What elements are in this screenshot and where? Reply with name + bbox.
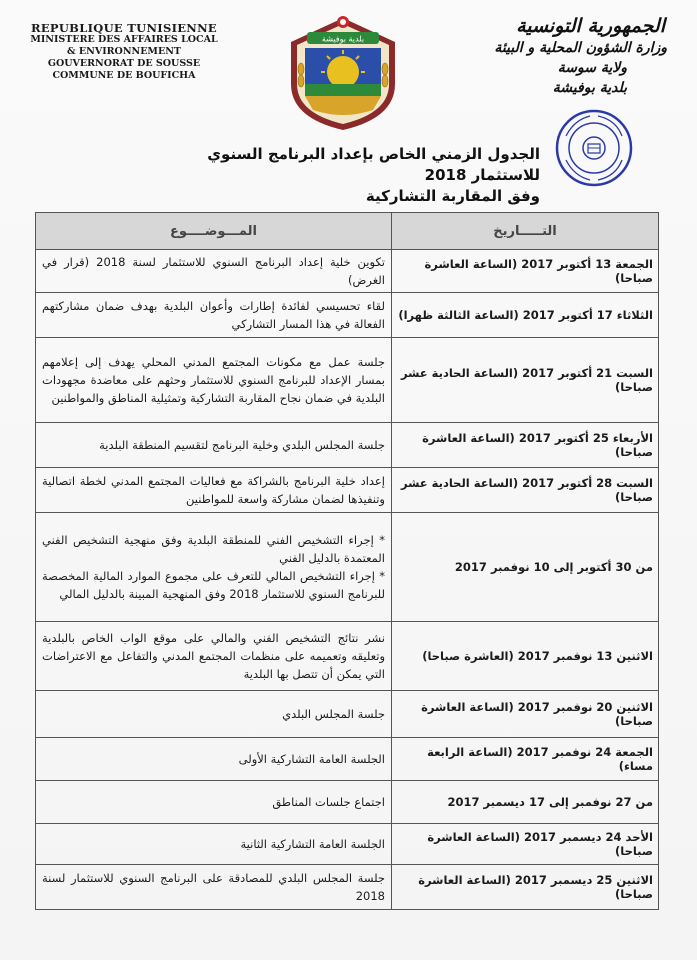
topic-paragraph: * إجراء التشخيص الفني للمنطقة البلدية وفق منهجية التشخيص الفني المعتمدة بالدليل الفني xyxy=(42,533,385,565)
table-row xyxy=(36,738,658,781)
table-row xyxy=(36,691,658,738)
table-row xyxy=(36,423,658,468)
governorate-fr: GOUVERNORAT DE SOUSSE xyxy=(47,58,201,69)
row-date: من 30 أكتوبر إلى 10 نوفمبر 2017 xyxy=(391,513,658,621)
governorate-ar: ولاية سوسة xyxy=(557,60,627,76)
table-row xyxy=(36,781,658,824)
topic-paragraph: الجلسة العامة التشاركية الثانية xyxy=(240,837,385,851)
row-date: الاثنين 20 نوفمبر 2017 (الساعة العاشرة صباحا) xyxy=(391,691,658,737)
country-name-fr: REPUBLIQUE TUNISIENNE xyxy=(30,21,217,35)
row-topic xyxy=(36,824,391,864)
title-line-1: الجدول الزمني الخاص بإعداد البرنامج السنوي للاستثمار 2018 xyxy=(207,145,540,184)
row-topic xyxy=(36,250,391,292)
ministry-name-fr: MINISTERE DES AFFAIRES LOCAL xyxy=(30,34,218,45)
title-line-2: وفق المقاربة التشاركية xyxy=(365,187,540,205)
row-topic xyxy=(36,622,391,690)
arabic-letterhead xyxy=(447,14,667,98)
topic-paragraph: لقاء تحسيسي لفائدة إطارات وأعوان البلدية بهدف ضمان مشاركتهم الفعالة في هذا المسار التشاركي xyxy=(42,299,385,331)
commune-fr: COMMUNE DE BOUFICHA xyxy=(52,70,196,81)
commune-ar: بلدية بوفيشة xyxy=(552,80,627,96)
topic-paragraph: تكوين خلية إعداد البرنامج السنوي للاستثمار لسنة 2018 (قرار في الغرض) xyxy=(42,255,385,287)
row-topic xyxy=(36,338,391,422)
document-title xyxy=(160,144,540,207)
emblem-banner-text: بلدية بوفيشة xyxy=(321,34,365,44)
row-date: الأربعاء 25 أكتوبر 2017 (الساعة العاشرة صباحا) xyxy=(391,423,658,467)
row-topic xyxy=(36,738,391,780)
row-date: الجمعة 13 أكتوبر 2017 (الساعة العاشرة صباحا) xyxy=(391,250,658,292)
column-header-topic: المـــوضــــوع xyxy=(170,223,257,239)
table-header-row xyxy=(36,213,658,250)
french-letterhead xyxy=(24,22,224,82)
topic-paragraph: جلسة المجلس البلدي وخلية البرنامج لتقسيم المنطقة البلدية xyxy=(99,438,385,452)
table-row xyxy=(36,622,658,691)
table-row xyxy=(36,293,658,338)
topic-paragraph: نشر نتائج التشخيص الفني والمالي على موقع الواب الخاص بالبلدية وتعليقه وتعميمه على منظمات المجتمع المدني والتفاعل مع الاعتراضات التي يمكن أن تتصل بها البلدية xyxy=(42,631,385,681)
country-name-ar: الجمهورية التونسية xyxy=(516,15,665,37)
topic-paragraph: جلسة المجلس البلدي للمصادقة على البرنامج السنوي للاستثمار لسنة 2018 xyxy=(42,871,385,903)
row-date: الجمعة 24 نوفمبر 2017 (الساعة الرابعة مساء) xyxy=(391,738,658,780)
topic-paragraph: الجلسة العامة التشاركية الأولى xyxy=(238,752,385,766)
row-date: السبت 21 أكتوبر 2017 (الساعة الحادية عشر صباحا) xyxy=(391,338,658,422)
topic-paragraph: جلسة عمل مع مكونات المجتمع المدني المحلي يهدف إلى إعلامهم بمسار الإعداد للبرنامج السنوي للاستثمار وحثهم على معاضدة مجهودات البلدية في ضمان نجاح المقاربة التشاركية وتمثيلية المناطق والمواطنين xyxy=(42,355,385,405)
row-topic xyxy=(36,781,391,823)
row-topic xyxy=(36,293,391,337)
row-topic xyxy=(36,423,391,467)
topic-paragraph: إعداد خلية البرنامج بالشراكة مع فعاليات المجتمع المدني لخطة اتصالية وتنفيذها لضمان مشاركة واسعة للمواطنين xyxy=(42,474,385,506)
official-stamp xyxy=(554,108,634,188)
topic-paragraph: * إجراء التشخيص المالي للتعرف على مجموع الموارد المالية المخصصة للبرنامج السنوي للاستثمار 2018 وفق المنهجية المبينة بالدليل المالي xyxy=(42,569,385,601)
table-row xyxy=(36,250,658,293)
schedule-table xyxy=(35,212,659,910)
topic-paragraph: جلسة المجلس البلدي xyxy=(282,707,385,721)
row-date: الثلاثاء 17 أكتوبر 2017 (الساعة الثالثة ظهرا) xyxy=(391,293,658,337)
row-date: السبت 28 أكتوبر 2017 (الساعة الحادية عشر صباحا) xyxy=(391,468,658,512)
municipality-emblem xyxy=(283,14,403,134)
table-row xyxy=(36,468,658,513)
row-date: الاثنين 25 ديسمبر 2017 (الساعة العاشرة صباحا) xyxy=(391,865,658,909)
row-date: الاثنين 13 نوفمبر 2017 (العاشرة صباحا) xyxy=(391,622,658,690)
row-date: من 27 نوفمبر إلى 17 ديسمبر 2017 xyxy=(391,781,658,823)
row-topic xyxy=(36,691,391,737)
ministry-name-fr-cont: & ENVIRONNEMENT xyxy=(67,46,181,57)
row-topic xyxy=(36,513,391,621)
table-row xyxy=(36,513,658,622)
topic-paragraph: اجتماع جلسات المناطق xyxy=(272,795,385,809)
row-topic xyxy=(36,468,391,512)
table-row xyxy=(36,824,658,865)
row-date: الأحد 24 ديسمبر 2017 (الساعة العاشرة صباحا) xyxy=(391,824,658,864)
ministry-name-ar: وزارة الشؤون المحلية و البيئة xyxy=(494,40,667,56)
row-topic xyxy=(36,865,391,909)
table-row xyxy=(36,338,658,423)
table-row xyxy=(36,865,658,909)
column-header-date: التـــــاريخ xyxy=(391,213,658,249)
